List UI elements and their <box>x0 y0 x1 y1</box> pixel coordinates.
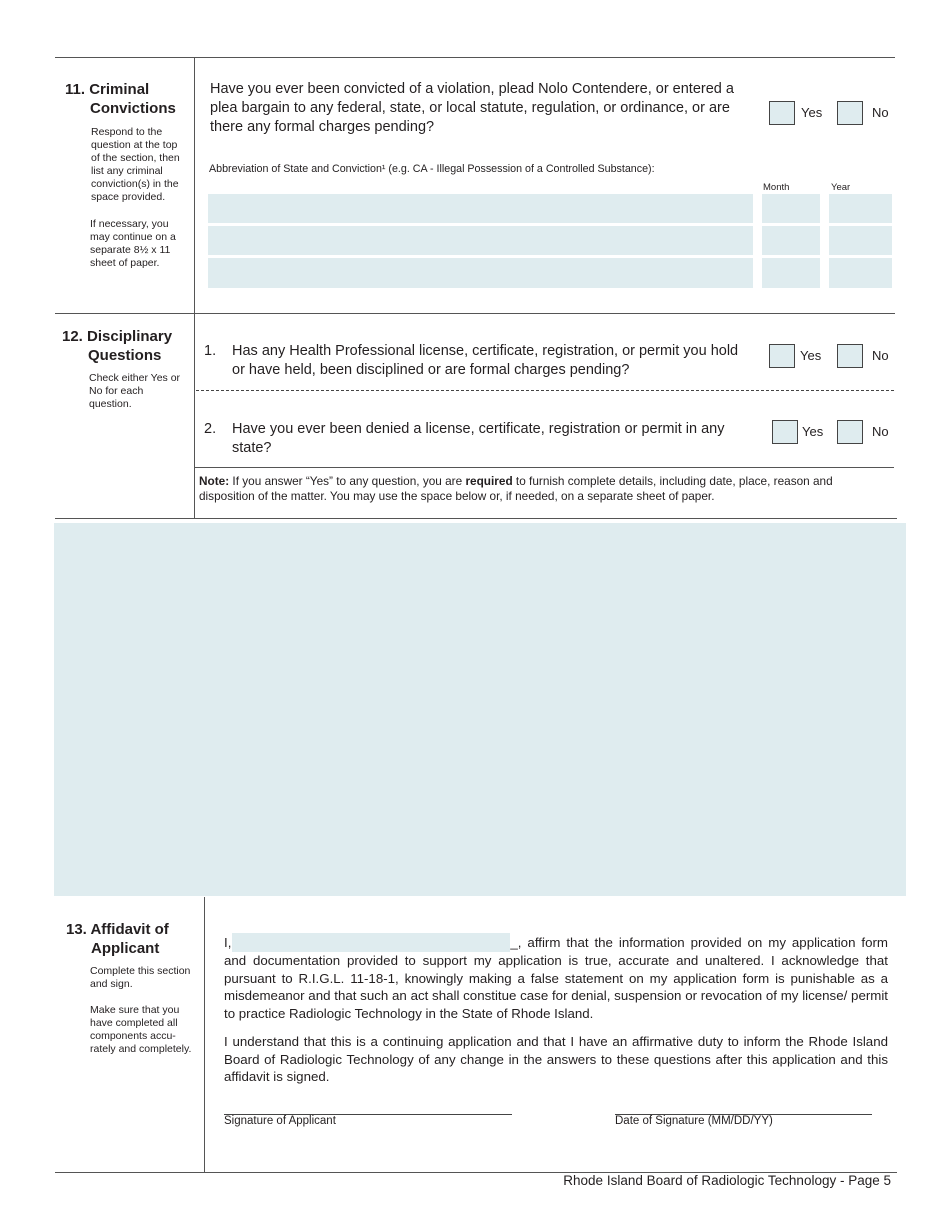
section12-title-line2: Questions <box>88 347 162 364</box>
conviction-1-field[interactable] <box>208 194 753 223</box>
section11-divider <box>194 57 195 519</box>
section13-title-line2: Applicant <box>91 940 160 957</box>
section12-help: Check either Yes or No for each question. <box>89 372 181 410</box>
note-required: required <box>465 474 513 488</box>
note-label: Note: <box>199 474 230 488</box>
conviction-2-month[interactable] <box>762 226 820 255</box>
affidavit-paragraph <box>224 933 888 1022</box>
section11-title-line2: Convictions <box>90 100 176 117</box>
date-label: Date of Signature (MM/DD/YY) <box>615 1115 773 1127</box>
abbreviation-label: Abbreviation of State and Conviction¹ (e.g. CA - Illegal Possession of a Controlled Substance): <box>209 163 655 175</box>
section13-help-1: Complete this section and sign. <box>90 965 191 990</box>
note-text <box>199 474 889 504</box>
details-textarea[interactable] <box>54 523 906 896</box>
conviction-3-month[interactable] <box>762 258 820 288</box>
question-1-number: 1. <box>204 343 217 359</box>
note-top-rule <box>194 467 894 468</box>
top-rule <box>55 57 895 58</box>
question-2-text: Have you ever been denied a license, certificate, registration or permit in any state? <box>232 421 725 456</box>
section11-yes-checkbox[interactable] <box>769 101 795 125</box>
question-2-number: 2. <box>204 421 217 437</box>
note-part2: to furnish complete details, including date, place, reason and disposition of the matter. You may use the space below or, if needed, on a separate sheet of paper. <box>199 474 833 503</box>
question-2-yes-checkbox[interactable] <box>772 420 798 444</box>
question-1-no-label: No <box>872 348 889 363</box>
question-1-yes-label: Yes <box>800 348 822 363</box>
section11-bottom-rule <box>55 313 895 314</box>
question-separator <box>196 390 894 391</box>
affirm-prefix: I, <box>224 935 232 950</box>
section13-divider <box>204 897 205 1173</box>
year-header: Year <box>831 182 851 193</box>
section11-no-checkbox[interactable] <box>837 101 863 125</box>
note-part1: If you answer “Yes” to any question, you are <box>229 474 466 488</box>
question-1-no-checkbox[interactable] <box>837 344 863 368</box>
question-2-no-checkbox[interactable] <box>837 420 863 444</box>
conviction-3-field[interactable] <box>208 258 753 288</box>
section11-no-label: No <box>872 105 889 120</box>
section12-title-line1: 12. Disciplinary <box>62 328 173 345</box>
affirm-text: , affirm that the information provided on my application form and documentation provided to support my application is true, accurate and unaltered. I acknowledge that pursuant to R.I.G.L. 11-18-1, knowingly making a false statement on my application form is punishable as a misdemeanor and that such an act shall constitue case for denial, suspension or revocation of my license/ permit to practice Radiologic Technology in the State of Rhode Island. <box>224 935 888 1021</box>
section11-help-2: If necessary, you may continue on a separate 8½ x 11 sheet of paper. <box>90 218 176 269</box>
section11-question: Have you ever been convicted of a violation, plead Nolo Contendere, or entered a plea bargain to any federal, state, or local statute, regulation, or ordinance, or are there any formal charges pending? <box>210 81 734 135</box>
section11-title-line1: 11. Criminal <box>65 81 150 98</box>
conviction-2-field[interactable] <box>208 226 753 255</box>
conviction-1-year[interactable] <box>829 194 892 223</box>
signature-label: Signature of Applicant <box>224 1115 336 1127</box>
section13-title-line1: 13. Affidavit of <box>66 921 169 938</box>
question-2-yes-label: Yes <box>802 424 824 439</box>
affirm-underscore: _ <box>510 935 518 950</box>
conviction-1-month[interactable] <box>762 194 820 223</box>
month-header: Month <box>763 182 790 193</box>
section11-yes-label: Yes <box>801 105 823 120</box>
conviction-3-year[interactable] <box>829 258 892 288</box>
question-1-text: Has any Health Professional license, certificate, registration, or permit you hold or have held, been disciplined or are formal charges pending? <box>232 343 739 378</box>
section12-bottom-rule <box>55 518 897 519</box>
conviction-2-year[interactable] <box>829 226 892 255</box>
affidavit-paragraph-2: I understand that this is a continuing application and that I have an affirmative duty to inform the Rhode Island Board of Radiologic Technology of any change in the answers to these questions after this application and this affidavit is signed. <box>224 1034 888 1084</box>
question-1-yes-checkbox[interactable] <box>769 344 795 368</box>
applicant-name-field[interactable] <box>232 933 510 952</box>
section13-help-2: Make sure that you have completed all components accu-rately and completely. <box>90 1004 192 1055</box>
section11-help-1: Respond to the question at the top of the section, then list any criminal conviction(s) in the space provided. <box>91 126 180 203</box>
footer-text: Rhode Island Board of Radiologic Technology - Page 5 <box>563 1173 891 1188</box>
question-2-no-label: No <box>872 424 889 439</box>
